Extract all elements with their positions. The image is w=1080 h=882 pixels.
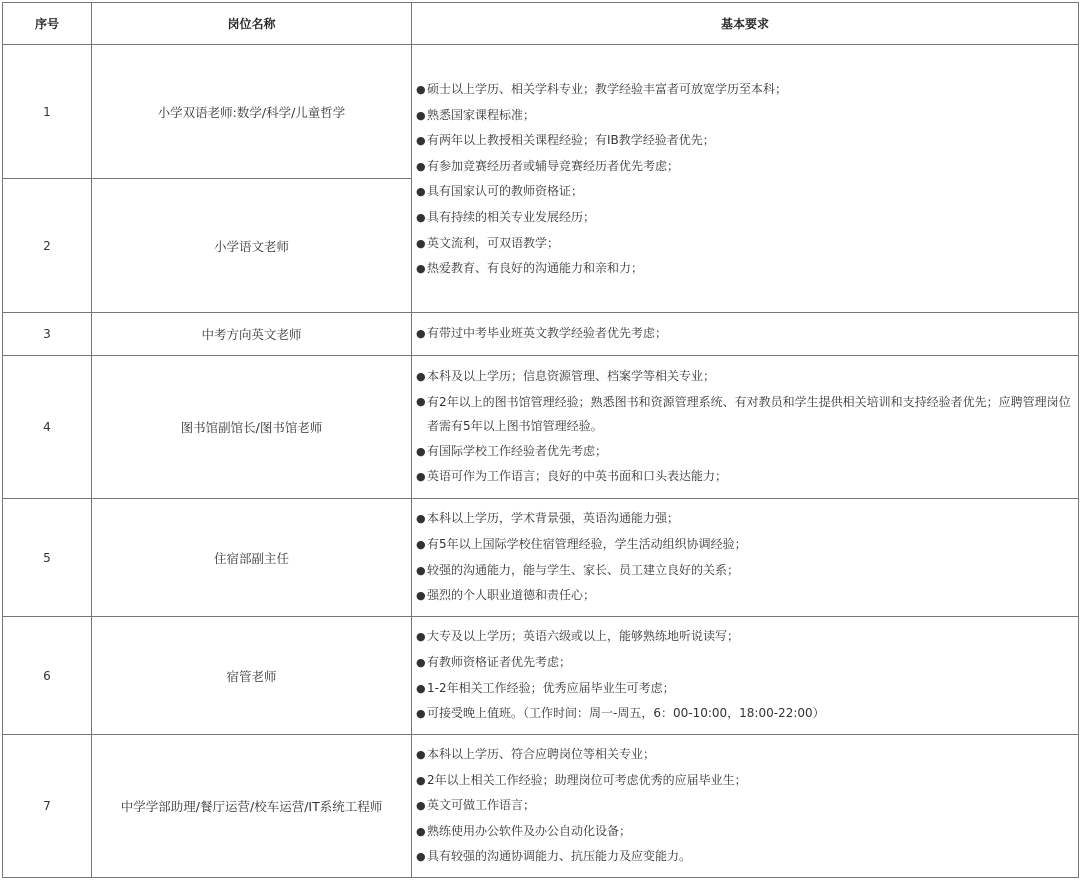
row-no: 3 bbox=[3, 313, 92, 356]
req-item: ●有5年以上国际学校住宿管理经验，学生活动组织协调经验； bbox=[416, 532, 1072, 558]
row-title: 中学学部助理/餐厅运营/校车运营/IT系统工程师 bbox=[92, 735, 412, 878]
bullet-icon: ● bbox=[416, 108, 426, 122]
row-title: 宿管老师 bbox=[92, 617, 412, 735]
row-title: 小学双语老师:数学/科学/儿童哲学 bbox=[92, 45, 412, 179]
row-title: 住宿部副主任 bbox=[92, 499, 412, 617]
row-no: 1 bbox=[3, 45, 92, 179]
bullet-icon: ● bbox=[416, 563, 426, 577]
table-row bbox=[3, 499, 1079, 617]
row-no: 5 bbox=[3, 499, 92, 617]
row-requirements bbox=[412, 617, 1079, 735]
req-item: ●英文流利，可双语教学； bbox=[416, 231, 1072, 257]
bullet-icon: ● bbox=[416, 394, 426, 408]
req-item: ●热爱教育、有良好的沟通能力和亲和力； bbox=[416, 256, 1072, 282]
row-requirements bbox=[412, 313, 1079, 356]
row-requirements bbox=[412, 499, 1079, 617]
job-table bbox=[2, 2, 1079, 878]
bullet-icon: ● bbox=[416, 630, 426, 644]
req-item: ●大专及以上学历；英语六级或以上，能够熟练地听说读写； bbox=[416, 624, 1072, 650]
req-item: ●本科以上学历、符合应聘岗位等相关专业； bbox=[416, 742, 1072, 768]
row-requirements bbox=[412, 735, 1079, 878]
bullet-icon: ● bbox=[416, 470, 426, 484]
bullet-icon: ● bbox=[416, 210, 426, 224]
table-row bbox=[3, 313, 1079, 356]
row-no: 6 bbox=[3, 617, 92, 735]
bullet-icon: ● bbox=[416, 370, 426, 384]
bullet-icon: ● bbox=[416, 681, 426, 695]
table-row bbox=[3, 735, 1079, 878]
bullet-icon: ● bbox=[416, 850, 426, 864]
table-row bbox=[3, 356, 1079, 499]
header-row bbox=[3, 3, 1079, 45]
header-req: 基本要求 bbox=[412, 3, 1079, 45]
req-item: ●有两年以上教授相关课程经验；有IB教学经验者优先； bbox=[416, 128, 1072, 154]
bullet-icon: ● bbox=[416, 748, 426, 762]
req-item: ●有带过中考毕业班英文教学经验者优先考虑； bbox=[416, 321, 1072, 347]
row-no: 2 bbox=[3, 179, 92, 313]
bullet-icon: ● bbox=[416, 512, 426, 526]
bullet-icon: ● bbox=[416, 707, 426, 721]
bullet-icon: ● bbox=[416, 327, 426, 341]
req-item: ●硕士以上学历、相关学科专业；教学经验丰富者可放宽学历至本科； bbox=[416, 77, 1072, 103]
bullet-icon: ● bbox=[416, 589, 426, 603]
req-item: ●有教师资格证者优先考虑； bbox=[416, 650, 1072, 676]
table-row bbox=[3, 617, 1079, 735]
req-item: ●熟悉国家课程标准； bbox=[416, 103, 1072, 129]
req-item: ● 有2年以上的图书馆管理经验；熟悉图书和资源管理系统、有对教员和学生提供相关培训和支持经验者优先；应聘管理岗位者需有5年以上图书馆管理经验。 bbox=[416, 390, 1072, 439]
bullet-icon: ● bbox=[416, 773, 426, 787]
req-item: ●具有持续的相关专业发展经历； bbox=[416, 205, 1072, 231]
req-item: ●具有较强的沟通协调能力、抗压能力及应变能力。 bbox=[416, 844, 1072, 870]
req-item: ●1-2年相关工作经验；优秀应届毕业生可考虑； bbox=[416, 676, 1072, 702]
req-item: ●英语可作为工作语言；良好的中英书面和口头表达能力； bbox=[416, 464, 1072, 490]
row-title: 中考方向英文老师 bbox=[92, 313, 412, 356]
req-item: ●较强的沟通能力，能与学生、家长、员工建立良好的关系； bbox=[416, 558, 1072, 584]
bullet-icon: ● bbox=[416, 134, 426, 148]
bullet-icon: ● bbox=[416, 185, 426, 199]
bullet-icon: ● bbox=[416, 799, 426, 813]
bullet-icon: ● bbox=[416, 159, 426, 173]
req-item: ●本科及以上学历；信息资源管理、档案学等相关专业； bbox=[416, 364, 1072, 390]
bullet-icon: ● bbox=[416, 655, 426, 669]
req-item: ●熟练使用办公软件及办公自动化设备； bbox=[416, 819, 1072, 845]
row-requirements bbox=[412, 356, 1079, 499]
table-row bbox=[3, 45, 1079, 179]
row-title: 小学语文老师 bbox=[92, 179, 412, 313]
req-item: ●有国际学校工作经验者优先考虑； bbox=[416, 439, 1072, 465]
bullet-icon: ● bbox=[416, 83, 426, 96]
req-item: ●具有国家认可的教师资格证； bbox=[416, 179, 1072, 205]
req-item: ●强烈的个人职业道德和责任心； bbox=[416, 583, 1072, 609]
row-no: 7 bbox=[3, 735, 92, 878]
bullet-icon: ● bbox=[416, 537, 426, 551]
req-item: ●英文可做工作语言； bbox=[416, 793, 1072, 819]
req-item: ●本科以上学历，学术背景强，英语沟通能力强； bbox=[416, 506, 1072, 532]
row-no: 4 bbox=[3, 356, 92, 499]
bullet-icon: ● bbox=[416, 824, 426, 838]
bullet-icon: ● bbox=[416, 236, 426, 250]
req-item: ●2年以上相关工作经验；助理岗位可考虑优秀的应届毕业生； bbox=[416, 768, 1072, 794]
bullet-icon: ● bbox=[416, 444, 426, 458]
header-no: 序号 bbox=[3, 3, 92, 45]
header-title: 岗位名称 bbox=[92, 3, 412, 45]
row-requirements-1-2 bbox=[412, 45, 1079, 313]
row-title: 图书馆副馆长/图书馆老师 bbox=[92, 356, 412, 499]
req-item: ●可接受晚上值班。（工作时间：周一-周五，6：00-10:00，18:00-22:00） bbox=[416, 701, 1072, 727]
bullet-icon: ● bbox=[416, 262, 426, 276]
req-item: ●有参加竞赛经历者或辅导竞赛经历者优先考虑； bbox=[416, 154, 1072, 180]
